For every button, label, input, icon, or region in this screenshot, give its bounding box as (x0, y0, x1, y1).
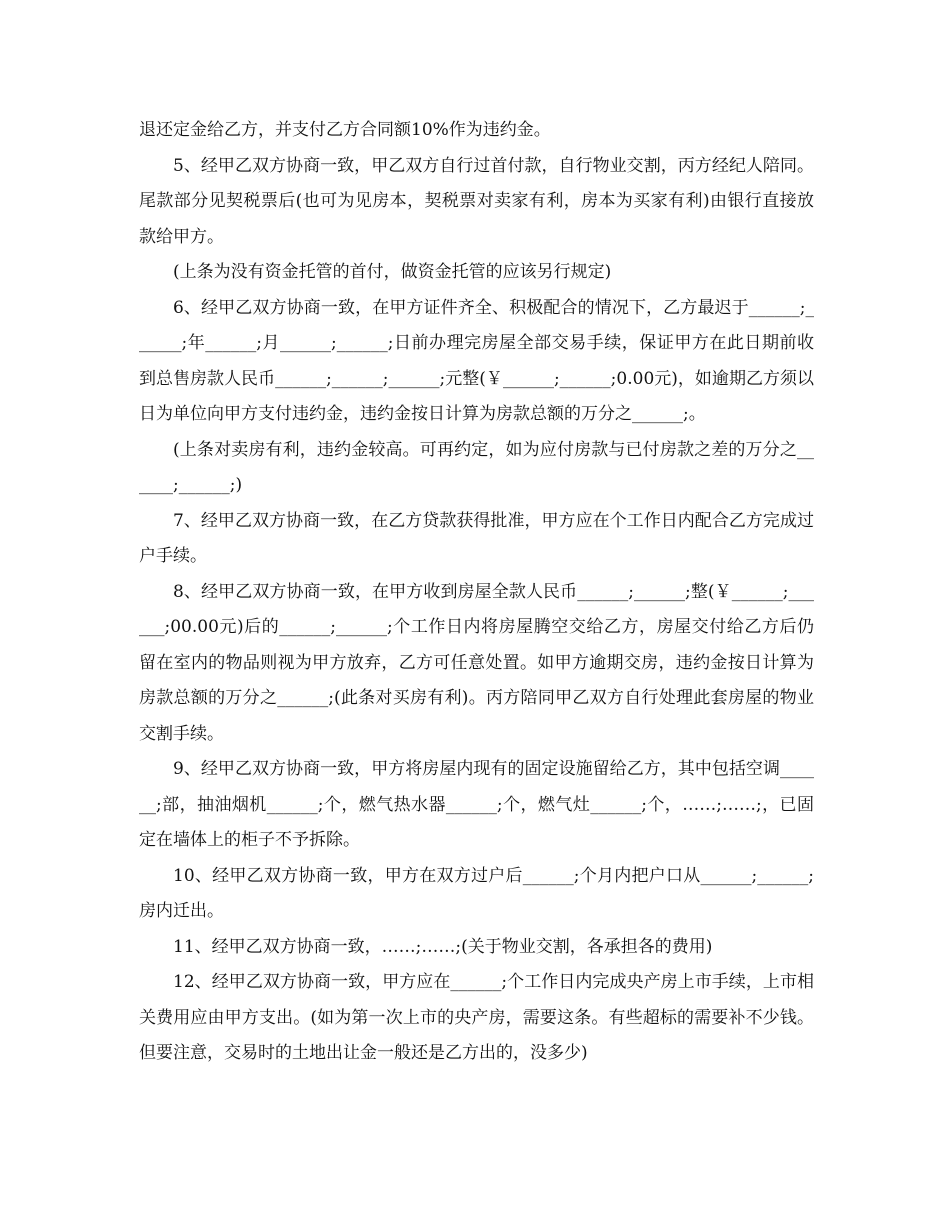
note-clause-6: (上条对卖房有利，违约金较高。可再约定，如为应付房款与已付房款之差的万分之______;______;) (139, 439, 814, 495)
clause-9: 9、经甲乙双方协商一致，甲方将房屋内现有的固定设施留给乙方，其中包括空调______;部，抽油烟机______;个，燃气热水器______;个，燃气灶______;个，……;……;，已固定在墙体上的柜子不予拆除。 (139, 759, 814, 850)
clause-5: 5、经甲乙双方协商一致，甲乙双方自行过首付款，自行物业交割，丙方经纪人陪同。尾款部分见契税票后(也可为见房本，契税票对卖家有利，房本为买家有利)由银行直接放款给甲方。 (139, 155, 814, 247)
clause-7: 7、经甲乙双方协商一致，在乙方贷款获得批准，甲方应在个工作日内配合乙方完成过户手续。 (139, 510, 814, 566)
paragraph-0: 退还定金给乙方，并支付乙方合同额10%作为违约金。 (139, 120, 551, 140)
clause-6: 6、经甲乙双方协商一致，在甲方证件齐全、积极配合的情况下，乙方最迟于______;______;年______;月______;______;日前办理完房屋全部交易手续，保证甲方在此日期前收到总售房款人民币______;______;______;元整(￥______;______;0.00元)，如逾期乙方须以日为单位向甲方支付违约金，违约金按日计算为房款总额的万分之______;。 (139, 297, 814, 424)
clause-10: 10、经甲乙双方协商一致，甲方在双方过户后______;个月内把户口从______;______;房内迁出。 (139, 865, 814, 921)
clause-12: 12、经甲乙双方协商一致，甲方应在______;个工作日内完成央产房上市手续，上市相关费用应由甲方支出。(如为第一次上市的央产房，需要这条。有些超标的需要补不少钱。但要注意，交易时的土地出让金一般还是乙方出的，没多少) (139, 972, 814, 1063)
note-clause-5: (上条为没有资金托管的首付，做资金托管的应该另行规定) (173, 262, 612, 282)
clause-11: 11、经甲乙双方协商一致，……;……;(关于物业交割，各承担各的费用) (173, 936, 713, 957)
clause-8: 8、经甲乙双方协商一致，在甲方收到房屋全款人民币______;______;整(￥______;______;00.00元)后的______;______;个工作日内将房屋腾空交给乙方，房屋交付给乙方后仍留在室内的物品则视为甲方放弃，乙方可任意处置。如甲方逾期交房，违约金按日计算为房款总额的万分之______;(此条对买房有利)。丙方陪同甲乙双方自行处理此套房屋的物业交割手续。 (139, 581, 814, 744)
